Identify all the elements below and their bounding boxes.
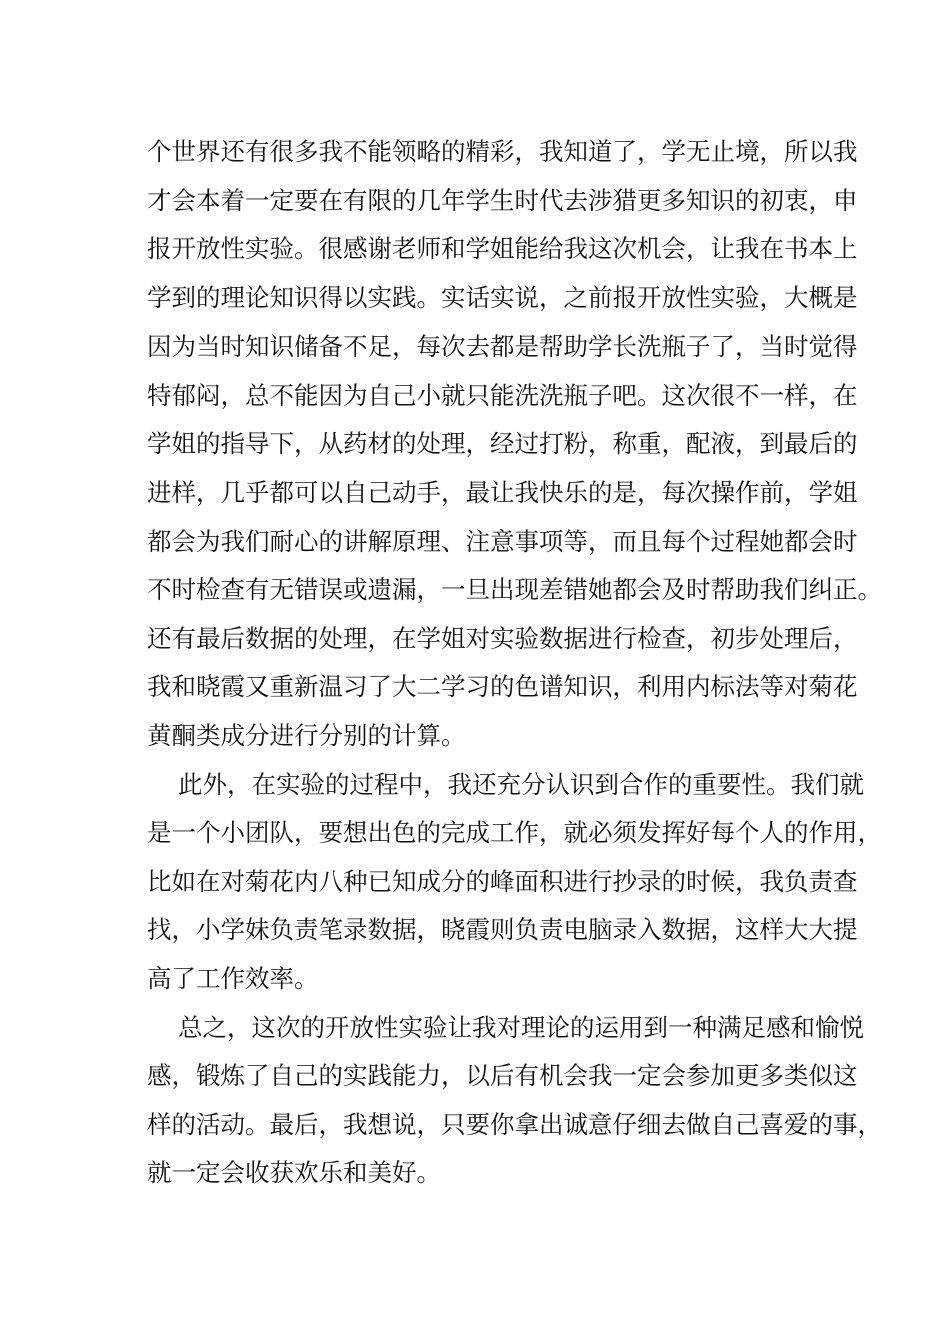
text-line: 特郁闷，总不能因为自己小就只能洗洗瓶子吧。这次很不一样，在 bbox=[147, 381, 858, 410]
text-line: 黄酮类成分进行分别的计算。 bbox=[147, 721, 466, 750]
text-line: 我和晓霞又重新温习了大二学习的色谱知识，利用内标法等对菊花 bbox=[147, 672, 858, 701]
text-line: 学姐的指导下，从药材的处理，经过打粉，称重，配液，到最后的 bbox=[147, 429, 858, 458]
text-line: 高了工作效率。 bbox=[147, 964, 319, 993]
text-line: 不时检查有无错误或遗漏，一旦出现差错她都会及时帮助我们纠正。 bbox=[147, 575, 882, 604]
text-line: 感，锻炼了自己的实践能力，以后有机会我一定会参加更多类似这 bbox=[147, 1061, 858, 1090]
text-line: 报开放性实验。很感谢老师和学姐能给我这次机会，让我在书本上 bbox=[147, 234, 858, 263]
text-line: 个世界还有很多我不能领略的精彩，我知道了，学无止境，所以我 bbox=[147, 137, 858, 166]
text-line: 都会为我们耐心的讲解原理、注意事项等，而且每个过程她都会时 bbox=[147, 527, 858, 556]
text-line: 学到的理论知识得以实践。实话实说，之前报开放性实验，大概是 bbox=[147, 283, 858, 312]
text-line: 样的活动。最后，我想说，只要你拿出诚意仔细去做自己喜爱的事， bbox=[147, 1110, 882, 1139]
text-line: 比如在对菊花内八种已知成分的峰面积进行抄录的时候，我负责查 bbox=[147, 867, 858, 896]
text-line: 就一定会收获欢乐和美好。 bbox=[147, 1158, 441, 1187]
text-line: 因为当时知识储备不足，每次去都是帮助学长洗瓶子了，当时觉得 bbox=[147, 332, 858, 361]
text-line: 此外，在实验的过程中，我还充分认识到合作的重要性。我们就 bbox=[178, 770, 864, 799]
text-line: 还有最后数据的处理，在学姐对实验数据进行检查，初步处理后， bbox=[147, 624, 858, 653]
text-line: 找，小学妹负责笔录数据，晓霞则负责电脑录入数据，这样大大提 bbox=[147, 915, 858, 944]
text-line: 进样，几乎都可以自己动手，最让我快乐的是，每次操作前，学姐 bbox=[147, 478, 858, 507]
text-line: 才会本着一定要在有限的几年学生时代去涉猎更多知识的初衷，申 bbox=[147, 186, 858, 215]
text-line: 是一个小团队，要想出色的完成工作，就必须发挥好每个人的作用， bbox=[147, 818, 882, 847]
text-line: 总之，这次的开放性实验让我对理论的运用到一种满足感和愉悦 bbox=[178, 1013, 864, 1042]
